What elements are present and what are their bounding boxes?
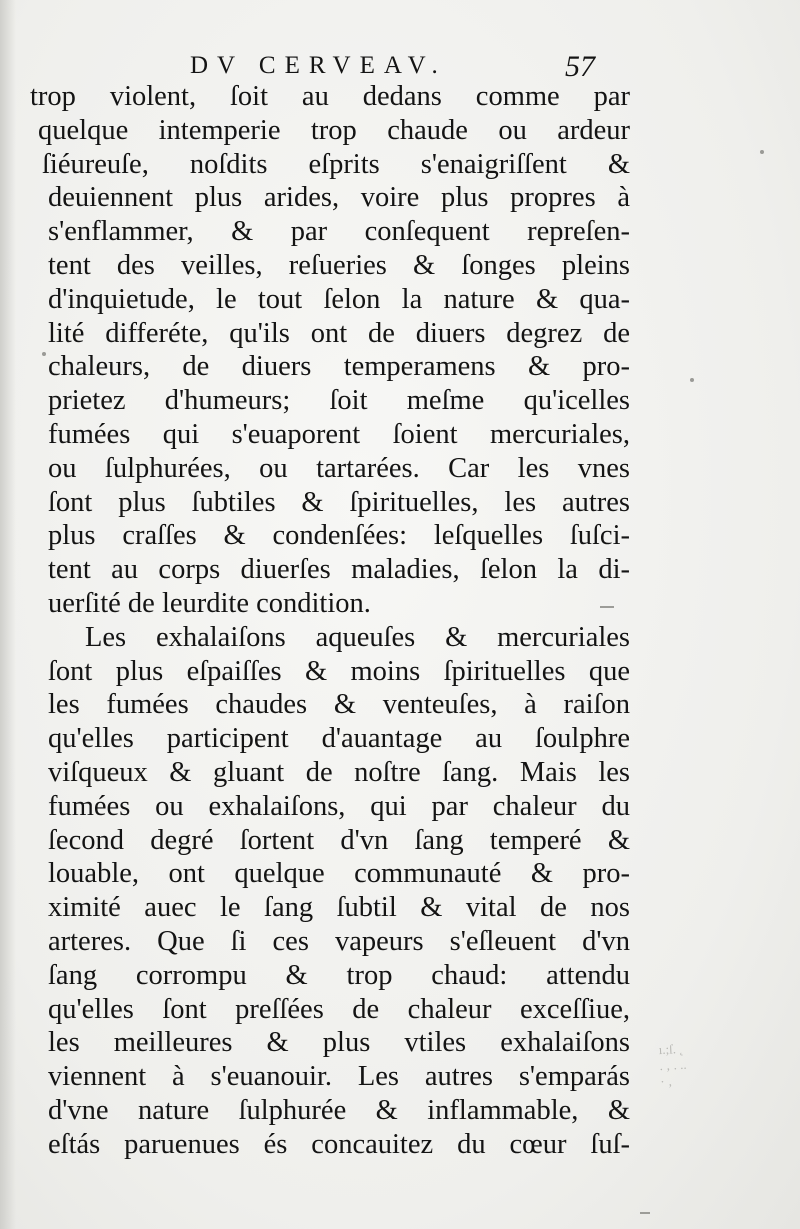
text-line: lité differéte, qu'ils ont de diuers degrez de	[48, 317, 630, 349]
text-line: fumées ou exhalaiſons, qui par chaleur du	[48, 790, 630, 822]
paper-speck	[42, 352, 46, 356]
text-line: tent des veilles, reſueries & ſonges pleins	[48, 249, 630, 281]
text-line: eſtás paruenues és concauitez du cœur ſuſ-	[48, 1128, 630, 1160]
text-line: les fumées chaudes & venteuſes, à raiſon	[48, 689, 630, 721]
bleed-through-smudge: ı.;ſ. ˛ . ‚ . .. · ‚	[658, 1040, 687, 1090]
text-line: ſecond degré ſortent d'vn ſang temperé &	[48, 824, 630, 856]
text-line: trop violent, ſoit au dedans comme par	[30, 81, 630, 112]
text-line: viennent à s'euanouir. Les autres s'emparás	[48, 1061, 630, 1093]
text-line: les meilleures & plus vtiles exhalaiſons	[48, 1027, 630, 1059]
running-title: DV CERVEAV.	[190, 52, 447, 79]
text-line: qu'elles participent d'auantage au ſoulphre	[48, 723, 630, 755]
text-line: chaleurs, de diuers temperamens & pro-	[48, 351, 630, 383]
text-line: viſqueux & gluant de noſtre ſang. Mais les	[48, 756, 630, 788]
text-line: ſang corrompu & trop chaud: attendu	[48, 959, 630, 991]
text-line: s'enflammer, & par conſequent repreſen-	[48, 216, 630, 248]
text-line: ximité auec le ſang ſubtil & vital de nos	[48, 892, 630, 924]
text-line: d'inquietude, le tout ſelon la nature & qua-	[48, 283, 630, 315]
text-line: deuiennent plus arides, voire plus propres à	[48, 182, 630, 214]
paper-speck	[690, 378, 694, 382]
text-line: ſont plus eſpaiſſes & moins ſpirituelles que	[48, 655, 630, 687]
text-line: arteres. Que ſi ces vapeurs s'eſleuent d'vn	[48, 925, 630, 957]
gutter-shadow	[0, 0, 16, 1229]
paper-speck	[760, 150, 764, 154]
paper-scratch	[640, 1212, 650, 1214]
text-line: ſont plus ſubtiles & ſpirituelles, les autres	[48, 486, 630, 518]
text-line: ſiéureuſe, noſdits eſprits s'enaigriſſent &	[42, 148, 630, 180]
text-line: plus craſſes & condenſées: leſquelles ſuſci-	[48, 520, 630, 552]
text-line: tent au corps diuerſes maladies, ſelon la di-	[48, 554, 630, 586]
text-line: quelque intemperie trop chaude ou ardeur	[38, 114, 630, 146]
paragraph-first-line: Les exhalaiſons aqueuſes & mercuriales	[85, 621, 630, 653]
page-number: 57	[565, 50, 595, 83]
text-line: d'vne nature ſulphurée & inflammable, &	[48, 1094, 630, 1126]
text-line: louable, ont quelque communauté & pro-	[48, 858, 630, 890]
text-line: ou ſulphurées, ou tartarées. Car les vnes	[48, 452, 630, 484]
text-block	[30, 80, 630, 1162]
text-line: fumées qui s'euaporent ſoient mercuriales,	[48, 418, 630, 450]
paper-scratch	[600, 606, 614, 608]
text-line: prietez d'humeurs; ſoit meſme qu'icelles	[48, 385, 630, 417]
text-line: uerſité de leurdite condition.	[48, 587, 371, 619]
text-line: qu'elles ſont preſſées de chaleur exceſſiue,	[48, 993, 630, 1025]
